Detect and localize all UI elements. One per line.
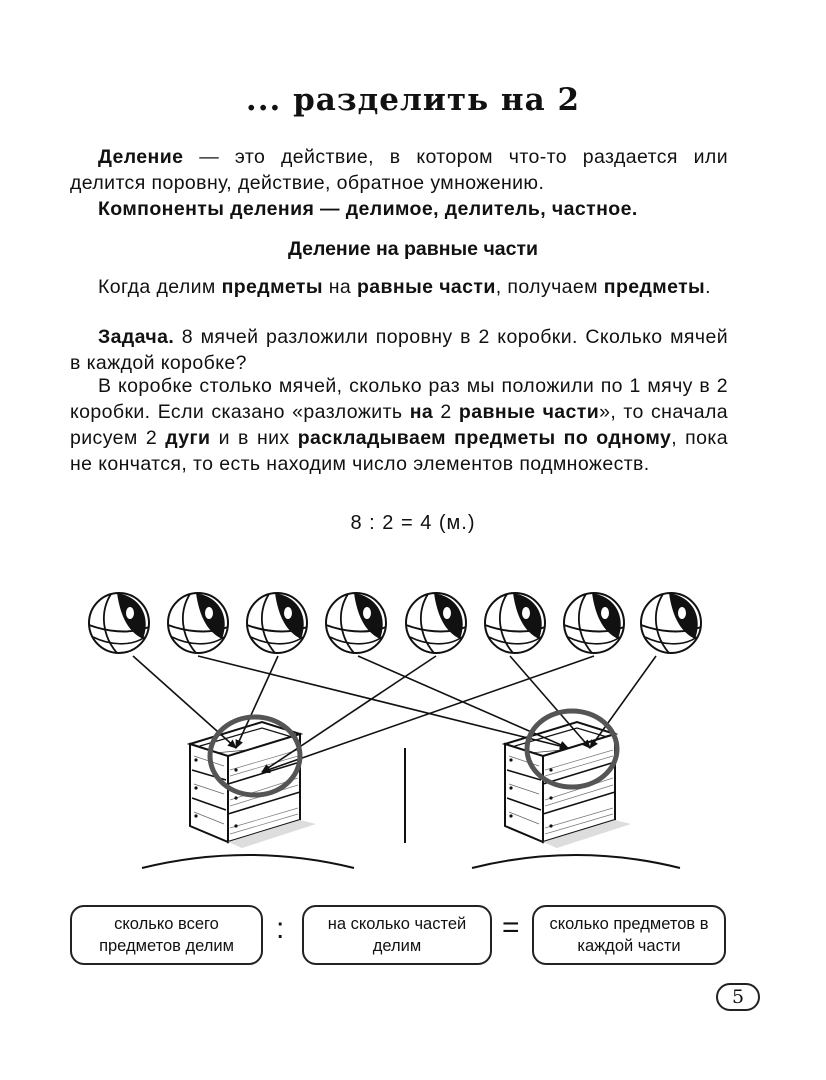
equals-sign: = bbox=[502, 911, 520, 944]
explanation-text-1: В коробке столько мячей, сколько раз мы положили по 1 мячу в 2 коробки. Если сказано «разложить bbox=[70, 375, 728, 423]
rule-text-1: Когда делим bbox=[98, 276, 222, 298]
rule-bold-3: предметы bbox=[603, 276, 706, 298]
task-label: Задача. bbox=[98, 326, 175, 348]
section-title: Деление на равные части bbox=[287, 238, 538, 260]
arc-right bbox=[472, 855, 680, 868]
rule-bold-2: равные части bbox=[356, 276, 496, 298]
ball-icon bbox=[326, 593, 386, 653]
page-number: 5 bbox=[716, 983, 760, 1011]
explanation-bold-3: дуги bbox=[165, 427, 211, 449]
explanation-bold-1: на bbox=[409, 401, 434, 423]
definition-term: Деление bbox=[98, 146, 184, 168]
explanation-text-3: », то сначала рисуем 2 bbox=[70, 401, 728, 449]
ball-icon bbox=[89, 593, 149, 653]
page-title: ... разделить на 2 bbox=[245, 82, 581, 118]
explanation-bold-2: равные части bbox=[458, 401, 600, 423]
arc-left bbox=[142, 855, 354, 868]
explanation-text-5: , пока не кончатся, то есть находим число элементов подмножеств. bbox=[70, 427, 728, 475]
rule-bold-1: предметы bbox=[221, 276, 323, 298]
ball-icon bbox=[641, 593, 701, 653]
ball-icon bbox=[564, 593, 624, 653]
ball-icon bbox=[247, 593, 307, 653]
divisor-box: на сколько частей делим bbox=[302, 905, 492, 965]
rule-text-2: на bbox=[322, 276, 357, 298]
definition-text: — это действие, в котором что-то раздается или делится поровну, действие, обратное умножению. bbox=[70, 146, 728, 194]
divide-sign: : bbox=[276, 912, 285, 945]
ball-icon bbox=[168, 593, 228, 653]
task-text: 8 мячей разложили поровну в 2 коробки. Сколько мячей в каждой коробке? bbox=[70, 326, 728, 374]
formula: 8 : 2 = 4 (м.) bbox=[350, 512, 476, 534]
rule-text-4: . bbox=[705, 276, 711, 298]
quotient-box: сколько предметов в каждой части bbox=[532, 905, 726, 965]
dividend-box: сколько всего предметов делим bbox=[70, 905, 263, 965]
rule-text-3: , получаем bbox=[495, 276, 604, 298]
ball-icon bbox=[406, 593, 466, 653]
components-line: Компоненты деления — делимое, делитель, частное. bbox=[98, 198, 638, 220]
explanation-text-4: и в них bbox=[210, 427, 298, 449]
explanation-text-2: 2 bbox=[433, 401, 459, 423]
explanation-bold-4: раскладываем предметы по одному bbox=[297, 427, 672, 449]
ball-icon bbox=[485, 593, 545, 653]
